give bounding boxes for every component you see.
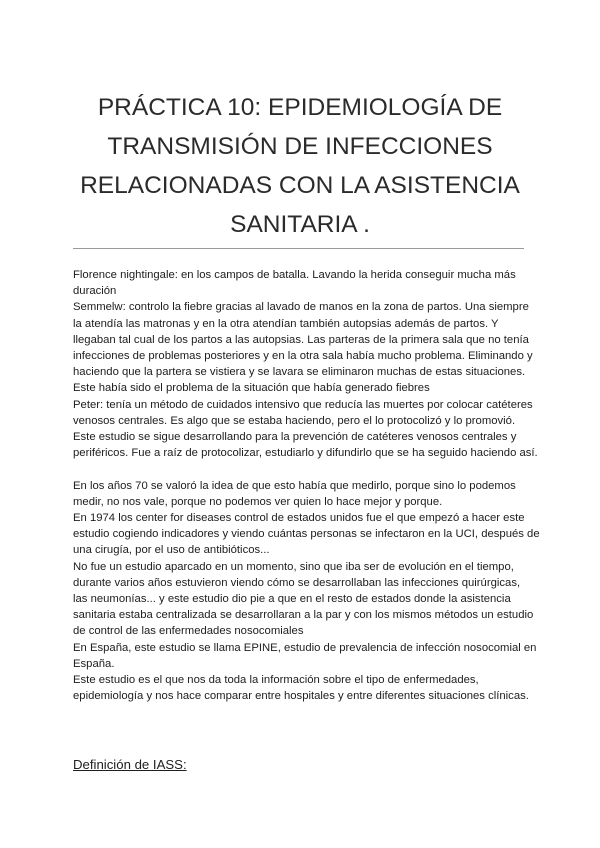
text-line: En los años 70 se valoró la idea de que esto había que medirlo, porque sino lo podemos — [73, 479, 516, 492]
text-line: infecciones de problemas posteriores y en la otra sala había mucho problema. Eliminando y — [73, 349, 533, 362]
text-line: durante varios años estuvieron viendo cómo se desarrollaban las infecciones quirúrgicas, — [73, 576, 521, 589]
text-line: Peter: tenía un método de cuidados intensivo que reducía las muertes por colocar catéteres — [73, 398, 533, 411]
text-line: No fue un estudio aparcado en un momento, sino que iba ser de evolución en el tiempo, — [73, 560, 514, 573]
text-line: Este había sido el problema de la situación que había generado fiebres — [73, 382, 430, 395]
text-line: de control de las enfermedades nosocomiales — [73, 625, 304, 638]
text-line: haciendo que la partera se vistiera y se lavara se eliminaron muchas de estas situaciones. — [73, 366, 526, 379]
text-line: Este estudio se sigue desarrollando para la prevención de catéteres venosos centrales y — [73, 430, 517, 443]
title-line: RELACIONADAS CON LA ASISTENCIA — [80, 172, 520, 200]
text-line: venosos centrales. Es algo que se estaba haciendo, pero el lo protocolizó y lo promovió. — [73, 414, 516, 427]
document-title — [40, 88, 560, 244]
text-line: Semmelw: controlo la fiebre gracias al lavado de manos en la zona de partos. Una siempre — [73, 301, 529, 314]
paragraph-epine — [73, 478, 540, 705]
text-line: la atendía las matronas y en la otra atendían también autopsias además de partos. Y — [73, 317, 499, 330]
text-line: epidemiología y nos hace comparar entre hospitales y entre diferentes situaciones clínicas. — [73, 690, 529, 703]
text-line: una cirugía, por el uso de antibióticos... — [73, 544, 270, 557]
horizontal-divider — [73, 248, 524, 249]
text-line: periféricos. Fue a raíz de protocolizar, estudiarlo y difundirlo que se ha seguido haciendo así. — [73, 447, 538, 460]
text-line: estudio cogiendo indicadores y viendo cuántas personas se infectaron en la UCI, después de — [73, 528, 540, 541]
text-line: En 1974 los center for diseases control de estados unidos fue el que empezó a hacer este — [73, 512, 525, 525]
title-line: PRÁCTICA 10: EPIDEMIOLOGÍA DE — [97, 94, 503, 122]
text-line: las neumonías... y este estudio dio pie a que en el resto de estados donde la asistencia — [73, 592, 511, 605]
text-line: duración — [73, 285, 117, 298]
text-line: Este estudio es el que nos da toda la información sobre el tipo de enfermedades, — [73, 673, 479, 686]
title-line: SANITARIA . — [230, 211, 370, 239]
body-text — [73, 267, 540, 704]
paragraph-gap — [73, 461, 533, 477]
text-line: llegaban tal cual de los partos a las autopsias. Las parteras de la primera sala que no tenía — [73, 333, 529, 346]
text-line: medir, no nos vale, porque no podemos ver quien lo hace mejor y porque. — [73, 495, 443, 508]
text-line: En España, este estudio se llama EPINE, estudio de prevalencia de infección nosocomial en — [73, 641, 537, 654]
text-line: Florence nightingale: en los campos de batalla. Lavando la herida conseguir mucha más — [73, 269, 516, 281]
title-line: TRANSMISIÓN DE INFECCIONES — [107, 133, 493, 161]
paragraph-history — [73, 267, 538, 461]
section-heading: Definición de IASS: — [73, 757, 187, 772]
text-line: sanitaria estaba centralizada se desarrollaran a la par y con los mismos métodos un estudio — [73, 609, 534, 622]
text-line: España. — [73, 657, 115, 670]
